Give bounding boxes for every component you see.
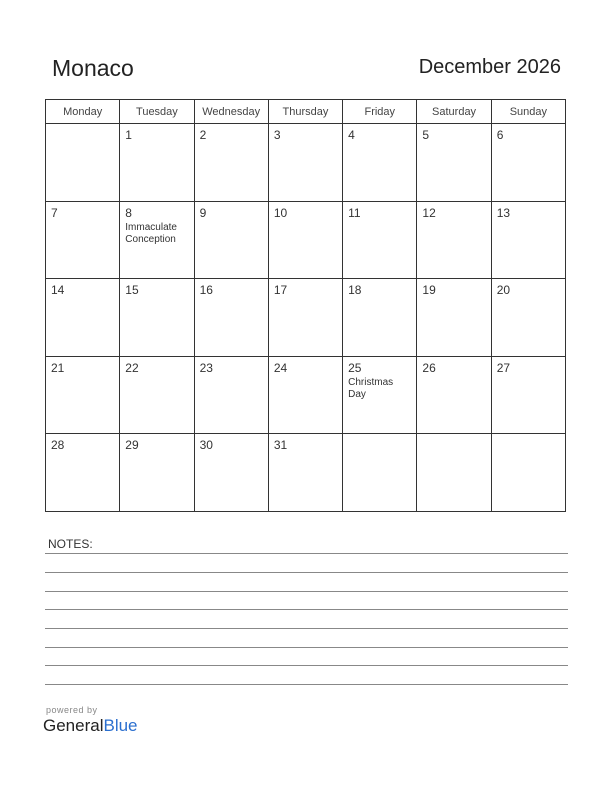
day-number: 1 xyxy=(125,128,132,142)
day-cell xyxy=(268,434,342,512)
notes-label: NOTES: xyxy=(48,537,93,551)
day-cell xyxy=(343,279,417,357)
note-line xyxy=(45,665,568,666)
day-number: 27 xyxy=(496,360,511,375)
day-cell xyxy=(343,124,417,202)
day-cell xyxy=(268,201,342,279)
note-line xyxy=(45,572,568,573)
calendar-month-title: December 2026 xyxy=(418,56,561,78)
week-row xyxy=(46,434,566,512)
day-number: 15 xyxy=(125,283,139,298)
brand-logo xyxy=(43,716,138,736)
week-row xyxy=(46,201,566,279)
day-cell xyxy=(120,279,194,357)
weekday-header: Tuesday xyxy=(120,100,194,124)
day-number: 24 xyxy=(273,360,288,375)
day-number: 25 xyxy=(348,360,362,375)
day-cell xyxy=(120,201,194,279)
day-cell xyxy=(491,356,565,434)
day-number: 30 xyxy=(199,438,213,453)
day-number: 23 xyxy=(199,360,213,375)
day-number: 22 xyxy=(125,360,139,375)
day-cell xyxy=(343,356,417,434)
week-row xyxy=(46,356,566,434)
brand-general: General xyxy=(43,716,104,735)
day-cell xyxy=(417,434,491,512)
day-cell xyxy=(194,434,268,512)
day-number: 31 xyxy=(273,438,288,453)
weekday-header: Monday xyxy=(46,100,120,124)
day-number: 13 xyxy=(496,205,511,220)
day-number: 26 xyxy=(422,360,436,375)
day-cell xyxy=(417,356,491,434)
day-number: 20 xyxy=(496,283,511,298)
day-number: 11 xyxy=(348,205,361,220)
powered-by-label: powered by xyxy=(46,705,98,715)
day-cell xyxy=(46,279,120,357)
day-cell xyxy=(268,279,342,357)
day-cell xyxy=(194,356,268,434)
note-line xyxy=(45,591,568,592)
holiday-label xyxy=(343,439,416,442)
day-number: 17 xyxy=(273,283,288,298)
day-cell xyxy=(120,356,194,434)
day-number: 12 xyxy=(422,205,436,220)
day-cell xyxy=(491,201,565,279)
day-cell xyxy=(417,279,491,357)
note-line xyxy=(45,647,568,648)
day-number: 5 xyxy=(422,128,430,142)
day-cell xyxy=(491,124,565,202)
day-number: 3 xyxy=(273,128,281,142)
calendar-country-title: Monaco xyxy=(52,55,134,81)
holiday-label: Christmas Day xyxy=(348,376,394,400)
brand-blue: Blue xyxy=(103,716,138,735)
day-cell xyxy=(120,124,194,202)
note-line xyxy=(45,684,568,685)
holiday-label xyxy=(417,439,490,442)
day-cell xyxy=(268,124,342,202)
day-cell xyxy=(491,434,565,512)
day-cell xyxy=(491,279,565,357)
day-cell xyxy=(417,201,491,279)
day-cell xyxy=(46,356,120,434)
day-cell xyxy=(268,356,342,434)
holiday-label xyxy=(492,439,565,442)
day-number: 14 xyxy=(51,283,65,298)
day-number: 6 xyxy=(496,128,504,142)
day-number: 28 xyxy=(51,438,65,453)
day-number: 8 xyxy=(125,205,132,220)
day-cell xyxy=(343,201,417,279)
day-cell xyxy=(194,201,268,279)
weekday-header-row xyxy=(46,100,566,124)
day-number: 7 xyxy=(51,205,58,220)
weekday-header: Friday xyxy=(343,100,417,124)
note-line xyxy=(45,553,568,554)
day-cell xyxy=(46,124,120,202)
day-number: 29 xyxy=(125,438,139,453)
day-cell xyxy=(46,201,120,279)
day-number: 16 xyxy=(199,283,213,298)
note-line xyxy=(45,609,568,610)
day-number: 9 xyxy=(199,205,207,220)
week-row xyxy=(46,124,566,202)
weekday-header: Thursday xyxy=(268,100,342,124)
day-number: 2 xyxy=(199,128,207,142)
day-cell xyxy=(194,279,268,357)
holiday-label: Immaculate Conception xyxy=(125,221,177,245)
note-line xyxy=(45,628,568,629)
calendar-grid xyxy=(45,99,566,512)
day-cell xyxy=(120,434,194,512)
day-number: 19 xyxy=(422,283,436,298)
day-number: 21 xyxy=(51,360,65,375)
day-number: 18 xyxy=(348,283,362,298)
day-number: 4 xyxy=(348,128,355,142)
day-cell xyxy=(343,434,417,512)
holiday-label xyxy=(46,129,119,132)
weekday-header: Sunday xyxy=(491,100,565,124)
weekday-header: Saturday xyxy=(417,100,491,124)
day-cell xyxy=(194,124,268,202)
day-number: 10 xyxy=(273,205,288,220)
weekday-header: Wednesday xyxy=(194,100,268,124)
week-row xyxy=(46,279,566,357)
day-cell xyxy=(417,124,491,202)
day-cell xyxy=(46,434,120,512)
